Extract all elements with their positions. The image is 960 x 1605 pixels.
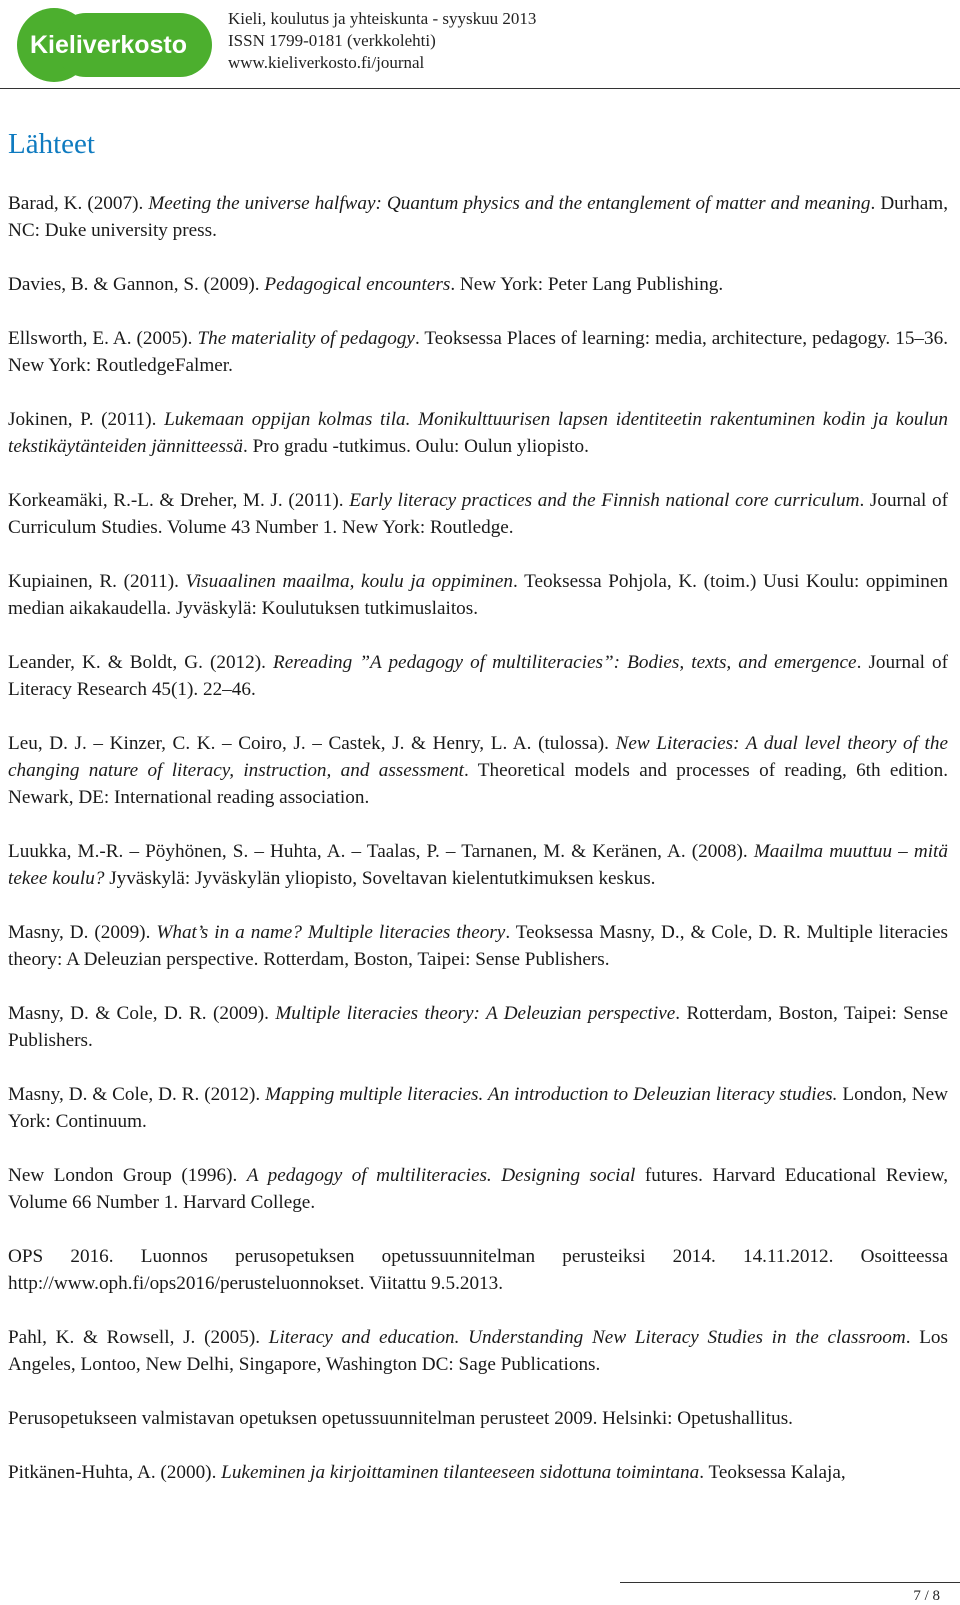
journal-issn: ISSN 1799-0181 (verkkolehti) <box>228 31 436 50</box>
reference-tail: . Pro gradu -tutkimus. Oulu: Oulun yliopisto. <box>242 436 589 457</box>
reference-lead: New London Group (1996). <box>8 1165 247 1186</box>
reference-title: Pedagogical encounters <box>264 274 451 295</box>
reference-item <box>8 325 948 379</box>
reference-title: Mapping multiple literacies. An introduction to Deleuzian literacy studies. <box>265 1084 838 1105</box>
reference-tail: . Rotterdam, Boston, Taipei: Sense Publishers. <box>8 1003 948 1051</box>
reference-title: Multiple literacies theory: A Deleuzian perspective <box>275 1003 676 1024</box>
reference-title: What’s in a name? Multiple literacies theory <box>156 922 506 943</box>
footer-divider <box>620 1582 960 1583</box>
reference-item <box>8 487 948 541</box>
reference-lead: Perusopetukseen valmistavan opetuksen opetussuunnitelman perusteet 2009. Helsinki: Opetushallitus. <box>8 1408 793 1429</box>
reference-item <box>8 568 948 622</box>
reference-lead: Luukka, M.-R. – Pöyhönen, S. – Huhta, A. – Taalas, P. – Tarnanen, M. & Keränen, A. (2008). <box>8 841 754 862</box>
logo-text: Kieliverkosto <box>30 31 188 59</box>
reference-lead: OPS 2016. Luonnos perusopetuksen opetussuunnitelman perusteiksi 2014. 14.11.2012. Osoitteessa http://www.oph.fi/ops2016/perusteluonnokset. Viitattu 9.5.2013. <box>8 1246 948 1294</box>
reference-lead: Masny, D. (2009). <box>8 922 157 943</box>
reference-title: Maailma muuttuu – mitä tekee koulu? <box>8 841 948 889</box>
reference-item <box>8 190 948 244</box>
reference-lead: Leu, D. J. – Kinzer, C. K. – Coiro, J. – Castek, J. & Henry, L. A. (tulossa). <box>8 733 616 754</box>
reference-item <box>8 1459 948 1486</box>
reference-lead: Pahl, K. & Rowsell, J. (2005). <box>8 1327 269 1348</box>
reference-lead: Masny, D. & Cole, D. R. (2009). <box>8 1003 276 1024</box>
header-divider <box>0 88 960 89</box>
reference-lead: Pitkänen-Huhta, A. (2000). <box>8 1462 222 1483</box>
reference-item <box>8 1000 948 1054</box>
reference-item <box>8 406 948 460</box>
reference-title: New Literacies: A dual level theory of the changing nature of literacy, instruction, and assessment <box>8 733 948 781</box>
reference-tail: futures. Harvard Educational Review, Volume 66 Number 1. Harvard College. <box>8 1165 948 1213</box>
reference-tail: . Teoksessa Masny, D., & Cole, D. R. Multiple literacies theory: A Deleuzian perspective. Rotterdam, Boston, Taipei: Sense Publishers. <box>8 922 948 970</box>
reference-lead: Korkeamäki, R.-L. & Dreher, M. J. (2011). <box>8 490 350 511</box>
reference-item <box>8 1324 948 1378</box>
reference-lead: Jokinen, P. (2011). <box>8 409 165 430</box>
reference-title: The materiality of pedagogy <box>197 328 415 349</box>
reference-title: Early literacy practices and the Finnish national core curriculum <box>349 490 860 511</box>
page-number: 7 / 8 <box>913 1588 940 1604</box>
reference-tail: . Theoretical models and processes of reading, 6th edition. Newark, DE: International reading association. <box>8 760 948 808</box>
reference-tail: . New York: Peter Lang Publishing. <box>450 274 724 295</box>
reference-item <box>8 271 948 298</box>
reference-lead: Barad, K. (2007). <box>8 193 149 214</box>
journal-title: Kieli, koulutus ja yhteiskunta - syyskuu 2013 <box>228 9 537 28</box>
reference-title: Lukeminen ja kirjoittaminen tilanteeseen sidottuna toimintana <box>221 1462 700 1483</box>
reference-lead: Leander, K. & Boldt, G. (2012). <box>8 652 274 673</box>
reference-tail: . Journal of Literacy Research 45(1). 22–46. <box>8 652 949 700</box>
reference-lead: Kupiainen, R. (2011). <box>8 571 186 592</box>
reference-lead: Ellsworth, E. A. (2005). <box>8 328 198 349</box>
reference-item <box>8 730 948 811</box>
reference-item <box>8 1243 948 1297</box>
reference-tail: . Journal of Curriculum Studies. Volume 43 Number 1. New York: Routledge. <box>8 490 948 538</box>
reference-item <box>8 1405 948 1432</box>
reference-tail: . Los Angeles, Lontoo, New Delhi, Singapore, Washington DC: Sage Publications. <box>8 1327 948 1375</box>
reference-title: Visuaalinen maailma, koulu ja oppiminen <box>185 571 513 592</box>
kieliverkosto-logo <box>16 7 212 83</box>
journal-info <box>228 8 536 74</box>
reference-title: Meeting the universe halfway: Quantum physics and the entanglement of matter and meaning <box>148 193 871 214</box>
reference-tail: . Durham, NC: Duke university press. <box>8 193 948 241</box>
section-title: Lähteet <box>8 128 95 160</box>
reference-tail: . Teoksessa Kalaja, <box>699 1462 846 1483</box>
reference-item <box>8 649 948 703</box>
reference-tail: London, New York: Continuum. <box>8 1084 948 1132</box>
reference-item <box>8 838 948 892</box>
reference-tail: . Teoksessa Pohjola, K. (toim.) Uusi Koulu: oppiminen median aikakaudella. Jyväskylä: Koulutuksen tutkimuslaitos. <box>8 571 949 619</box>
reference-item <box>8 1162 948 1216</box>
reference-title: Rereading ”A pedagogy of multiliteracies”: Bodies, texts, and emergence <box>273 652 857 673</box>
reference-lead: Davies, B. & Gannon, S. (2009). <box>8 274 265 295</box>
reference-title: Lukemaan oppijan kolmas tila. Monikulttuurisen lapsen identiteetin rakentuminen kodin ja koulun tekstikäytänteiden jännitteessä <box>8 409 948 457</box>
reference-tail: Jyväskylä: Jyväskylän yliopisto, Soveltavan kielentutkimuksen keskus. <box>104 868 656 889</box>
reference-tail: . Teoksessa Places of learning: media, architecture, pedagogy. 15–36. New York: RoutledgeFalmer. <box>8 328 948 376</box>
reference-title: A pedagogy of multiliteracies. Designing social <box>246 1165 636 1186</box>
page-header <box>0 0 960 96</box>
reference-lead: Masny, D. & Cole, D. R. (2012). <box>8 1084 266 1105</box>
journal-url: www.kieliverkosto.fi/journal <box>228 53 425 72</box>
reference-list <box>8 190 948 1513</box>
reference-item <box>8 919 948 973</box>
reference-item <box>8 1081 948 1135</box>
reference-title: Literacy and education. Understanding New Literacy Studies in the classroom <box>268 1327 906 1348</box>
